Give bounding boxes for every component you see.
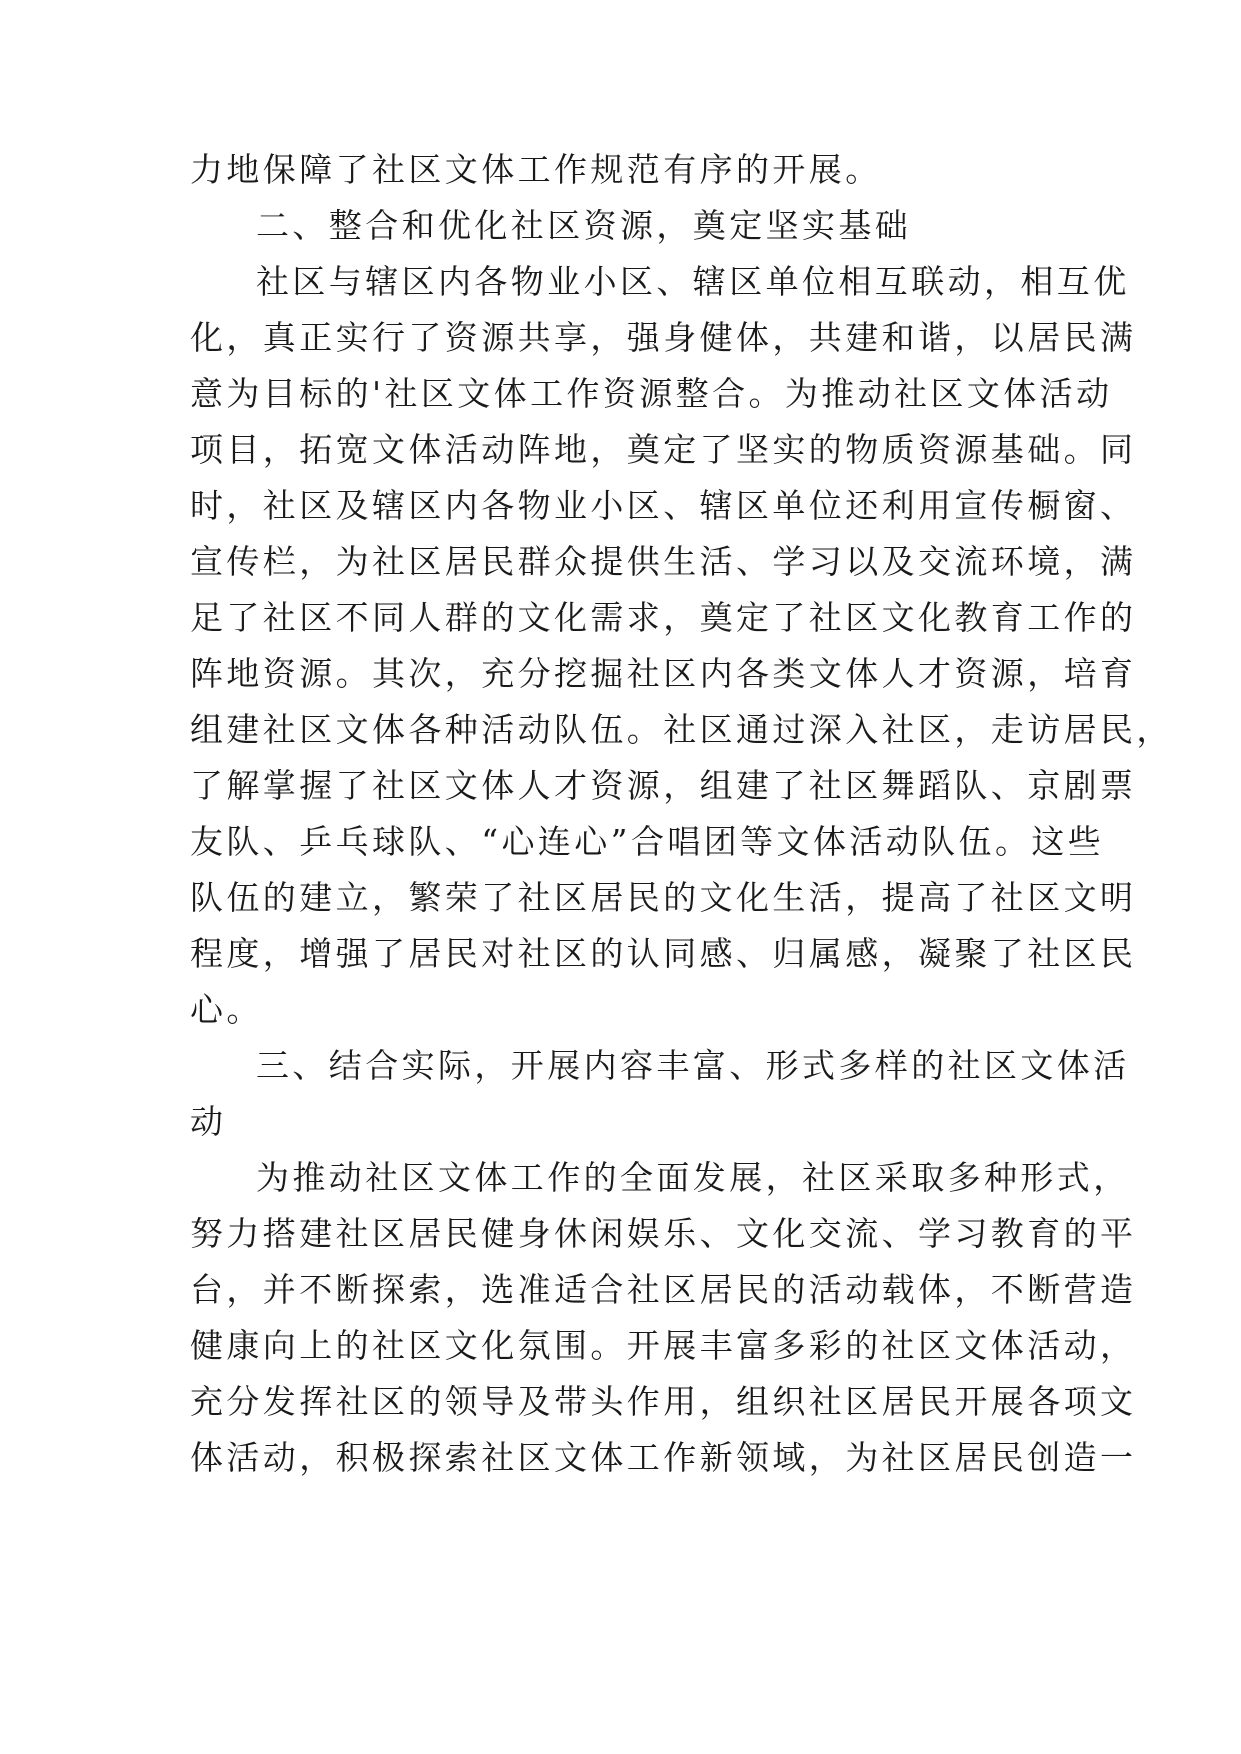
text-line: 化，真正实行了资源共享，强身健体，共建和谐，以居民满 bbox=[190, 318, 1137, 357]
text-line: 程度，增强了居民对社区的认同感、归属感，凝聚了社区民 bbox=[190, 934, 1137, 973]
text-line: 了解掌握了社区文体人才资源，组建了社区舞蹈队、京剧票 bbox=[190, 766, 1137, 805]
text-line: 意为目标的'社区文体工作资源整合。为推动社区文体活动 bbox=[190, 374, 1113, 413]
text-line: 阵地资源。其次，充分挖掘社区内各类文体人才资源，培育 bbox=[190, 654, 1137, 693]
text-line: 组建社区文体各种活动队伍。社区通过深入社区，走访居民， bbox=[190, 710, 1173, 749]
text-line: 队伍的建立，繁荣了社区居民的文化生活，提高了社区文明 bbox=[190, 878, 1137, 917]
text-line: 体活动，积极探索社区文体工作新领域，为社区居民创造一 bbox=[190, 1438, 1137, 1477]
text-line: 友队、乒乓球队、“心连心”合唱团等文体活动队伍。这些 bbox=[190, 822, 1105, 861]
text-line: 台，并不断探索，选准适合社区居民的活动载体，不断营造 bbox=[190, 1270, 1137, 1309]
text-line: 为推动社区文体工作的全面发展，社区采取多种形式， bbox=[256, 1158, 1130, 1197]
text-line: 社区与辖区内各物业小区、辖区单位相互联动，相互优 bbox=[256, 262, 1130, 301]
text-line: 项目，拓宽文体活动阵地，奠定了坚实的物质资源基础。同 bbox=[190, 430, 1137, 469]
text-line: 充分发挥社区的领导及带头作用，组织社区居民开展各项文 bbox=[190, 1382, 1137, 1421]
text-line: 足了社区不同人群的文化需求，奠定了社区文化教育工作的 bbox=[190, 598, 1137, 637]
text-line: 力地保障了社区文体工作规范有序的开展。 bbox=[190, 150, 882, 189]
text-line: 时，社区及辖区内各物业小区、辖区单位还利用宣传橱窗、 bbox=[190, 486, 1137, 525]
section-heading-3-cont: 动 bbox=[190, 1102, 227, 1141]
text-line: 宣传栏，为社区居民群众提供生活、学习以及交流环境，满 bbox=[190, 542, 1137, 581]
section-heading-2: 二、整合和优化社区资源，奠定坚实基础 bbox=[256, 206, 912, 245]
text-line: 努力搭建社区居民健身休闲娱乐、文化交流、学习教育的平 bbox=[190, 1214, 1137, 1253]
section-heading-3: 三、结合实际，开展内容丰富、形式多样的社区文体活 bbox=[256, 1046, 1130, 1085]
text-line: 心。 bbox=[190, 990, 263, 1029]
text-line: 健康向上的社区文化氛围。开展丰富多彩的社区文体活动， bbox=[190, 1326, 1137, 1365]
